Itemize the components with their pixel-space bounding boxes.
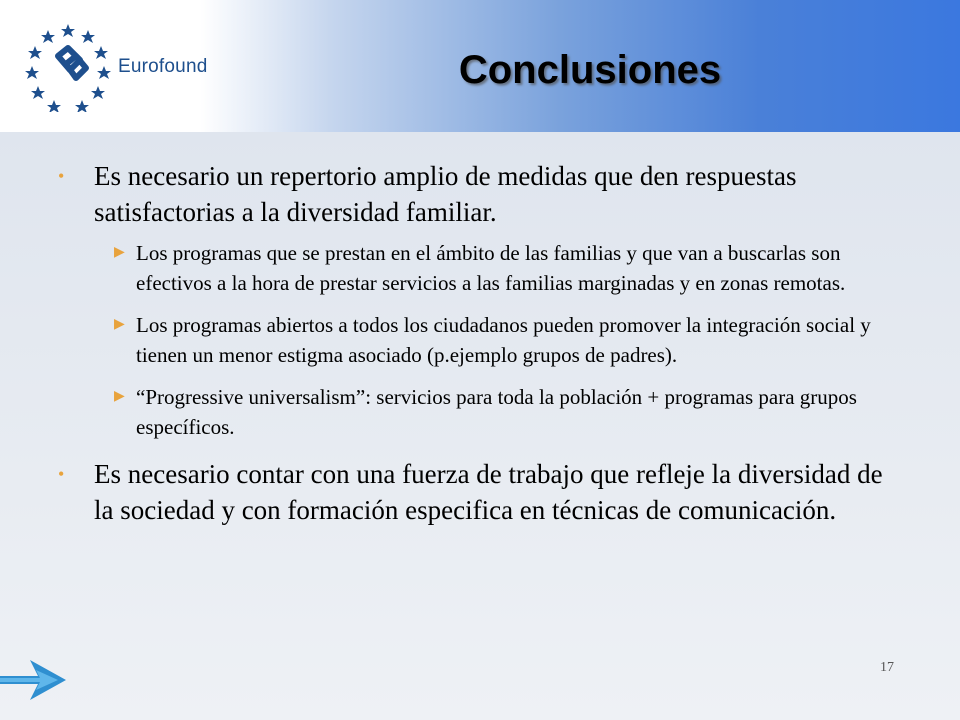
triangle-bullet-icon: ▶ — [114, 389, 125, 404]
bullet-item — [56, 158, 896, 230]
sub-bullet-item — [56, 382, 896, 442]
bullet-dot-icon: • — [58, 166, 65, 186]
sub-bullet-text: Los programas que se prestan en el ámbito de las familias y que van a buscarlas son efectivos a la hora de prestar servicios a las familias marginadas y en zonas remotas. — [136, 241, 846, 295]
bullet-item — [56, 456, 896, 528]
logo-text: Eurofound — [118, 56, 208, 77]
slide-header — [0, 0, 960, 132]
arrow-right-icon — [0, 650, 70, 710]
sub-bullet-item — [56, 310, 896, 370]
slide-title: Conclusiones — [458, 48, 722, 92]
chain-link-icon — [58, 48, 86, 78]
bullet-text: Es necesario contar con una fuerza de trabajo que refleje la diversidad de la sociedad y con formación especifica en técnicas de comunicación. — [94, 459, 883, 525]
triangle-bullet-icon: ▶ — [114, 245, 125, 260]
sub-bullet-text: Los programas abiertos a todos los ciudadanos pueden promover la integración social y tienen un menor estigma asociado (p.ejemplo grupos de padres). — [136, 313, 871, 367]
bullet-list — [56, 158, 896, 536]
triangle-bullet-icon: ▶ — [114, 317, 125, 332]
page-number: 17 — [880, 660, 894, 675]
bullet-text: Es necesario un repertorio amplio de medidas que den respuestas satisfactorias a la diversidad familiar. — [94, 161, 797, 227]
sub-bullet-text: “Progressive universalism”: servicios para toda la población + programas para grupos específicos. — [136, 385, 857, 439]
sub-bullet-item — [56, 238, 896, 298]
bullet-dot-icon: • — [58, 464, 65, 484]
